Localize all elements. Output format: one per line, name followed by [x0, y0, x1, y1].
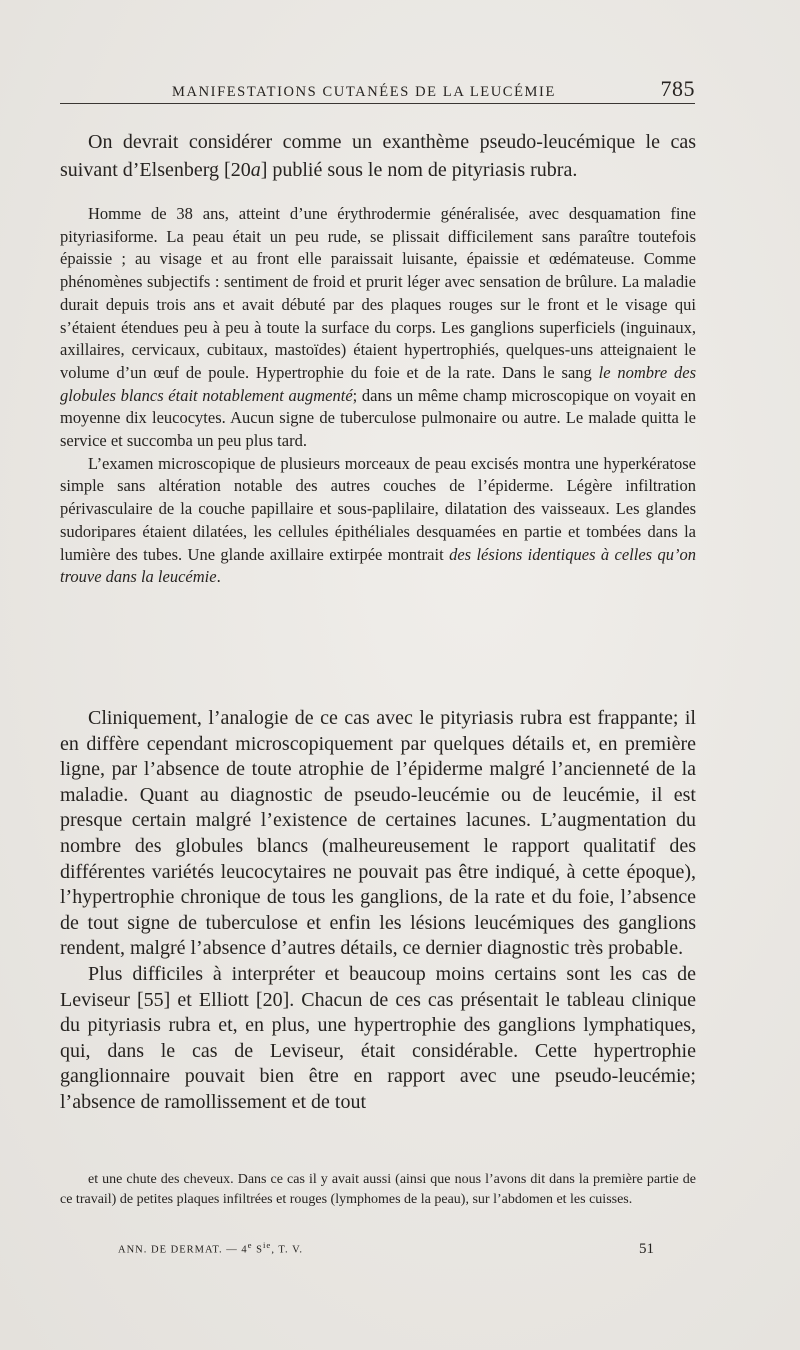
case-report: [60, 203, 696, 589]
running-head: [60, 76, 695, 102]
footnote: et une chute des cheveux. Dans ce cas il y avait aussi (ainsi que nous l’avons dit dans la première partie de ce travail) de petites plaques infiltrées et rouges (lymphomes de la peau), sur l’abdomen et les cuisses.: [60, 1172, 696, 1207]
reference-number: 20: [230, 159, 251, 181]
case-paragraph-clinical: [60, 203, 696, 453]
signature-journal-part-c: , T. V.: [271, 1244, 303, 1256]
intro-paragraph: [60, 128, 696, 184]
signature-journal-part-b: S: [252, 1244, 263, 1256]
case-clinical-text-end: ; dans un même champ microscopique on voyait en moyenne dix leucocytes. Aucun signe de tuberculose pulmonaire ou autre. Le malade quitta le service et succomba un peu plus tard.: [60, 385, 696, 451]
page-number: 785: [660, 76, 695, 101]
case-microscopy-text: L’examen microscopique de plusieurs morceaux de peau excisés montra une hyperkératose simple sans altération notable des autres couches de l’épiderme. Légère infiltration périvasculaire de la couche papillaire et sous-paplilaire, dilatation des vaisseaux. Les glandes sudoripares étaient dilatées, les cellules épithéliales desquamées en partie et tombées dans la lumière des tubes. Une glande axillaire extirpée montrait: [60, 453, 696, 564]
case-paragraph-microscopy: [60, 453, 696, 589]
intro-text-after: ] publié sous le nom de pityriasis rubra.: [260, 159, 578, 181]
case-microscopy-emphasis: des lésions identiques à celles qu’on trouve dans la leucémie: [60, 544, 696, 587]
signature-sup-b: ie: [263, 1240, 272, 1250]
signature-sup-a: e: [247, 1240, 253, 1250]
intro-text-before: On devrait considérer comme un exanthème pseudo-leucémique le cas suivant d’Elsenberg [: [60, 131, 696, 181]
header-rule: [60, 103, 695, 104]
case-microscopy-text-end: .: [216, 567, 221, 587]
signature-journal-part-a: ANN. DE DERMAT. — 4: [118, 1244, 248, 1256]
signature-journal: [118, 1240, 303, 1256]
discussion-paragraph-1: Cliniquement, l’analogie de ce cas avec le pityriasis rubra est frappante; il en diffère cependant microscopiquement par quelques détails et, en première ligne, par l’absence de toute atrophie de l’épiderme malgré l’ancienneté de la maladie. Quant au diagnostic de pseudo-leucémie ou de leucémie, il est presque certain malgré l’existence de certaines lacunes. L’augmentation du nombre des globules blancs (malheureusement le rapport qualitatif des différentes variétés leucocytaires ne pouvait pas être indiqué, à cette époque), l’hypertrophie chronique de tous les ganglions, de la rate et du foie, l’absence de tout signe de tuberculose et enfin les lésions leucémiques des ganglions rendent, malgré l’absence d’autres détails, ce dernier diagnostic très probable.: [60, 707, 696, 960]
reference-letter: a: [250, 159, 261, 181]
running-title: MANIFESTATIONS CUTANÉES DE LA LEUCÉMIE: [172, 84, 556, 100]
discussion: [60, 706, 696, 1116]
case-clinical-emphasis: le nombre des globules blancs était notablement augmenté: [60, 362, 697, 405]
signature-line: [118, 1240, 654, 1258]
case-clinical-text: Homme de 38 ans, atteint d’une érythrodermie généralisée, avec desquamation fine pityriasiforme. La peau était un peu rude, se plissait difficilement sans paraître toutefois épaissie ; au visage et au front elle paraissait luisante, épaissie et œdémateuse. Comme phénomènes subjectifs : sentiment de froid et prurit léger avec sensation de brûlure. La maladie durait depuis trois ans et avait débuté par des plaques rouges sur le front et le visage qui s’étaient étendues peu à peu à toute la surface du corps. Les ganglions superficiels (inguinaux, axillaires, cervicaux, cubitaux, mastoïdes) étaient hypertrophiés, quelques-uns atteignaient le volume d’un œuf de poule. Hypertrophie du foie et de la rate. Dans le sang: [60, 204, 696, 382]
discussion-paragraph-2: Plus difficiles à interpréter et beaucoup moins certains sont les cas de Leviseur [55] et Elliott [20]. Chacun de ces cas présentait le tableau clinique du pityriasis rubra et, en plus, une hypertrophie des ganglions lymphatiques, qui, dans le cas de Leviseur, était considérable. Cette hypertrophie ganglionnaire pouvait bien être en rapport avec une pseudo-leucémie; l’absence de ramollissement et de tout: [60, 962, 696, 1113]
signature-number: 51: [639, 1240, 654, 1257]
